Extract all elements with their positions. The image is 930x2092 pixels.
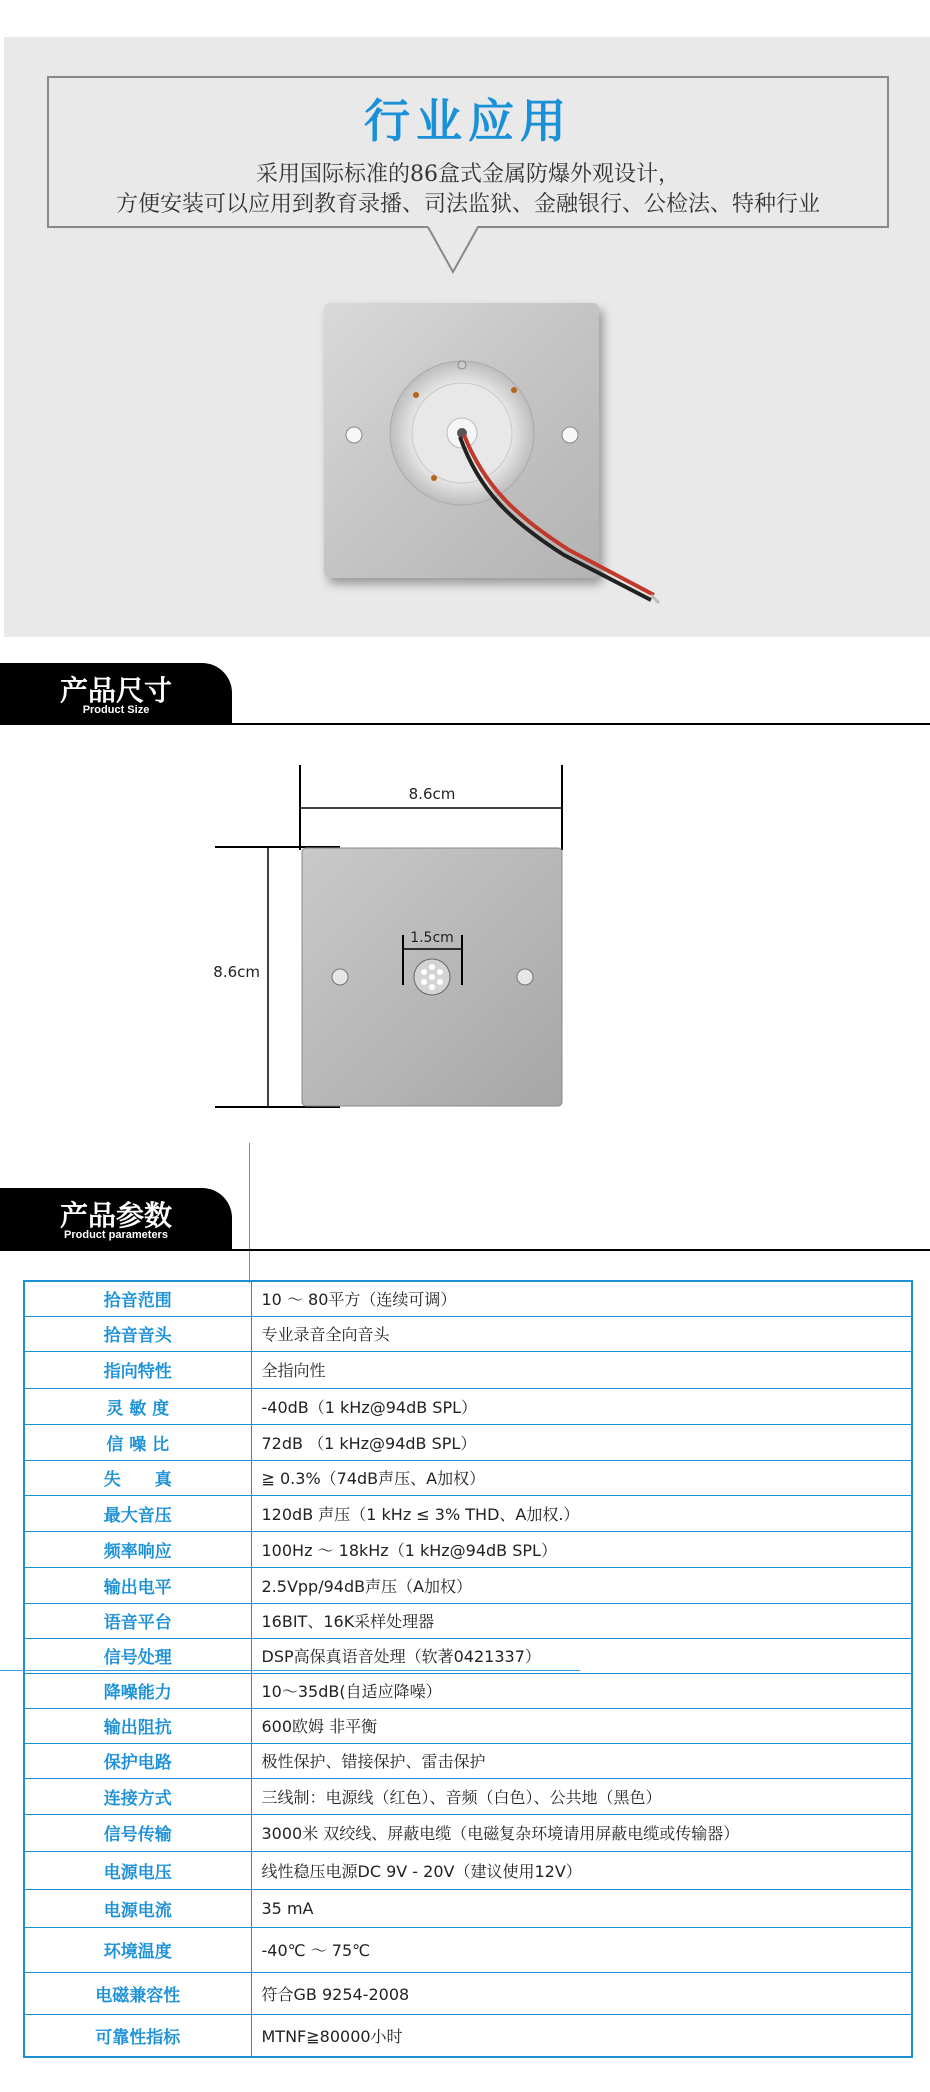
header-rule — [0, 1249, 930, 1251]
product-size-title: 产品尺寸 — [59, 674, 172, 707]
parameter-row — [24, 1316, 912, 1351]
parameter-row — [24, 1851, 912, 1889]
parameter-row — [24, 2014, 912, 2057]
parameter-value: -40dB（1 kHz@94dB SPL） — [251, 1388, 912, 1424]
parameter-value: 10 ～ 80平方（连续可调） — [251, 1281, 912, 1316]
parameter-row — [24, 1708, 912, 1743]
parameter-name: 灵 敏 度 — [24, 1388, 251, 1424]
height-dimension-label: 8.6cm — [213, 963, 260, 981]
product-parameters-title: 产品参数 — [59, 1199, 172, 1232]
parameter-value: 极性保护、错接保护、雷击保护 — [251, 1743, 912, 1778]
product-size-header — [0, 663, 930, 725]
parameter-value: 72dB （1 kHz@94dB SPL） — [251, 1424, 912, 1460]
parameter-name: 频率响应 — [24, 1531, 251, 1567]
parameter-name: 输出电平 — [24, 1567, 251, 1603]
parameter-value: 线性稳压电源DC 9V - 20V（建议使用12V） — [251, 1851, 912, 1889]
parameter-row — [24, 1567, 912, 1603]
product-parameters-subtitle: Product parameters — [64, 1229, 168, 1241]
parameter-row — [24, 1927, 912, 1972]
width-dimension-label: 8.6cm — [408, 785, 456, 803]
parameter-row — [24, 1388, 912, 1424]
parameter-name: 电磁兼容性 — [24, 1972, 251, 2014]
application-callout — [48, 77, 888, 227]
size-diagram — [200, 760, 580, 1120]
parameter-row — [24, 1460, 912, 1495]
parameter-row — [24, 1351, 912, 1388]
parameter-value: 符合GB 9254-2008 — [251, 1972, 912, 2014]
parameter-value: 3000米 双绞线、屏蔽电缆（电磁复杂环境请用屏蔽电缆或传输器） — [251, 1814, 912, 1851]
parameter-name: 降噪能力 — [24, 1673, 251, 1708]
parameter-name: 连接方式 — [24, 1778, 251, 1814]
parameter-name: 电源电流 — [24, 1889, 251, 1927]
parameter-name: 语音平台 — [24, 1603, 251, 1638]
parameter-row — [24, 1972, 912, 2014]
parameter-value: ≧ 0.3%（74dB声压、A加权） — [251, 1460, 912, 1495]
parameter-row — [24, 1603, 912, 1638]
parameter-name: 拾音范围 — [24, 1281, 251, 1316]
parameter-name: 信号传输 — [24, 1814, 251, 1851]
parameter-row — [24, 1281, 912, 1316]
application-description-line2: 方便安装可以应用到教育录播、司法监狱、金融银行、公检法、特种行业 — [115, 192, 820, 217]
parameter-name: 环境温度 — [24, 1927, 251, 1972]
parameter-value: 三线制：电源线（红色）、音频（白色）、公共地（黑色） — [251, 1778, 912, 1814]
parameter-name: 可靠性指标 — [24, 2014, 251, 2057]
parameter-value: DSP高保真语音处理（软著0421337） — [251, 1638, 912, 1673]
parameter-name: 信 噪 比 — [24, 1424, 251, 1460]
header-rule — [0, 723, 930, 725]
parameter-value: 2.5Vpp/94dB声压（A加权） — [251, 1567, 912, 1603]
parameter-name: 保护电路 — [24, 1743, 251, 1778]
parameter-name: 失 真 — [24, 1460, 251, 1495]
parameter-value: 10～35dB(自适应降噪） — [251, 1673, 912, 1708]
application-section — [4, 37, 930, 637]
parameter-value: 600欧姆 非平衡 — [251, 1708, 912, 1743]
parameter-row — [24, 1495, 912, 1531]
parameter-value: 16BIT、16K采样处理器 — [251, 1603, 912, 1638]
product-parameters-header — [0, 1188, 930, 1251]
parameter-value: 专业录音全向音头 — [251, 1316, 912, 1351]
parameter-value: 35 mA — [251, 1889, 912, 1927]
parameter-row — [24, 1673, 912, 1708]
product-photo — [314, 295, 694, 635]
product-size-subtitle: Product Size — [82, 704, 150, 716]
application-description-line1: 采用国际标准的86盒式金属防爆外观设计， — [256, 162, 680, 187]
parameter-row — [24, 1889, 912, 1927]
parameter-value: 全指向性 — [251, 1351, 912, 1388]
parameter-name: 最大音压 — [24, 1495, 251, 1531]
parameter-name: 拾音音头 — [24, 1316, 251, 1351]
parameter-row — [24, 1814, 912, 1851]
parameters-table — [23, 1280, 913, 2058]
mic-dimension-label: 1.5cm — [410, 930, 454, 946]
parameter-row — [24, 1743, 912, 1778]
parameter-value: 120dB 声压（1 kHz ≤ 3% THD、A加权.） — [251, 1495, 912, 1531]
parameter-value: 100Hz ～ 18kHz（1 kHz@94dB SPL） — [251, 1531, 912, 1567]
accent-line-horizontal — [0, 1670, 580, 1671]
parameter-name: 信号处理 — [24, 1638, 251, 1673]
parameter-name: 输出阻抗 — [24, 1708, 251, 1743]
parameter-row — [24, 1778, 912, 1814]
application-title: 行业应用 — [364, 94, 572, 148]
parameter-row — [24, 1531, 912, 1567]
parameter-name: 电源电压 — [24, 1851, 251, 1889]
parameter-row — [24, 1638, 912, 1673]
parameter-value: -40℃ ～ 75℃ — [251, 1927, 912, 1972]
parameter-row — [24, 1424, 912, 1460]
parameter-value: MTNF≧80000小时 — [251, 2014, 912, 2057]
parameter-name: 指向特性 — [24, 1351, 251, 1388]
